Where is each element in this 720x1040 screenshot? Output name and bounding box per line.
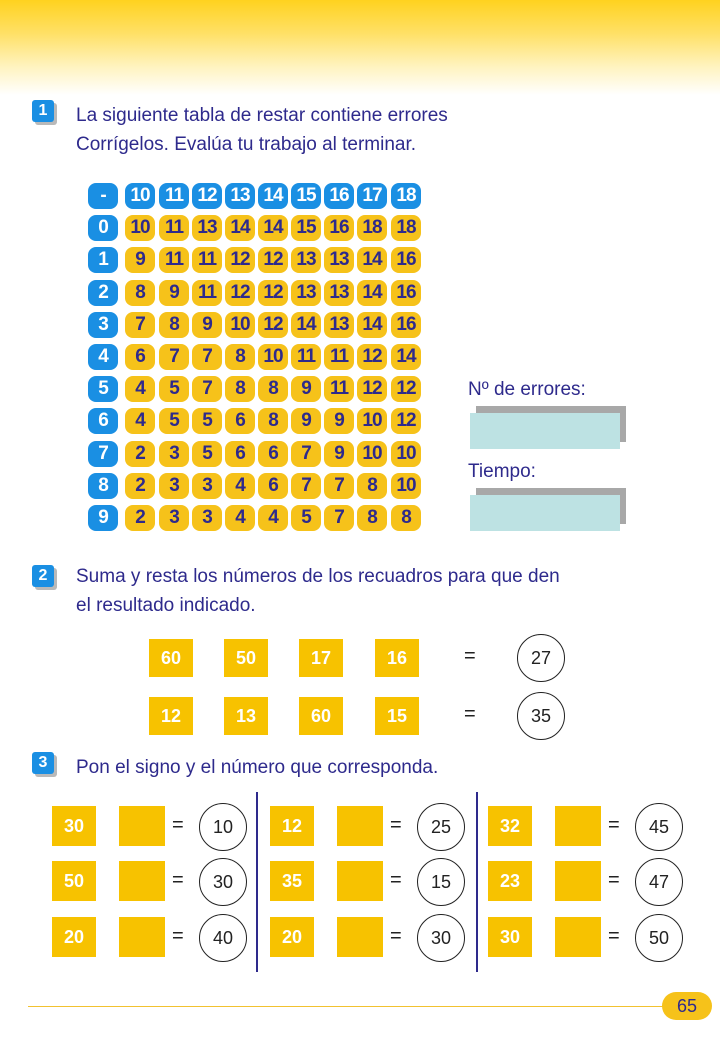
answer-box[interactable] bbox=[337, 917, 383, 957]
start-number-box: 32 bbox=[488, 806, 532, 846]
time-answer-box[interactable] bbox=[470, 495, 620, 531]
table-cell: 13 bbox=[324, 247, 354, 273]
column-divider bbox=[476, 792, 478, 972]
table-cell: 8 bbox=[258, 408, 288, 434]
table-cell: 9 bbox=[291, 376, 321, 402]
table-cell: 5 bbox=[192, 441, 222, 467]
table-cell: 14 bbox=[357, 312, 387, 338]
answer-box[interactable] bbox=[555, 917, 601, 957]
table-cell: 10 bbox=[125, 215, 155, 241]
table-cell: 2 bbox=[125, 473, 155, 499]
table-cell: 10 bbox=[357, 441, 387, 467]
table-cell: 8 bbox=[391, 505, 421, 531]
table-cell: 4 bbox=[125, 408, 155, 434]
exercise-1-badge: 1 bbox=[32, 100, 54, 122]
column-header: 10 bbox=[125, 183, 155, 209]
table-cell: 15 bbox=[291, 215, 321, 241]
column-header: 12 bbox=[192, 183, 222, 209]
time-label: Tiempo: bbox=[468, 461, 536, 482]
result-circle: 30 bbox=[417, 914, 465, 962]
table-cell: 11 bbox=[324, 376, 354, 402]
table-cell: 10 bbox=[258, 344, 288, 370]
equals-sign: = bbox=[608, 814, 620, 836]
table-cell: 18 bbox=[357, 215, 387, 241]
number-box: 16 bbox=[375, 639, 419, 677]
table-cell: 9 bbox=[159, 280, 189, 306]
table-cell: 7 bbox=[192, 376, 222, 402]
result-circle: 35 bbox=[517, 692, 565, 740]
table-cell: 7 bbox=[291, 441, 321, 467]
table-cell: 5 bbox=[159, 408, 189, 434]
row-header: 1 bbox=[88, 247, 118, 273]
table-cell: 3 bbox=[192, 505, 222, 531]
table-cell: 8 bbox=[225, 376, 255, 402]
table-cell: 16 bbox=[391, 280, 421, 306]
table-cell: 14 bbox=[391, 344, 421, 370]
table-cell: 9 bbox=[125, 247, 155, 273]
table-cell: 14 bbox=[225, 215, 255, 241]
table-cell: 10 bbox=[391, 441, 421, 467]
table-cell: 13 bbox=[291, 280, 321, 306]
table-cell: 11 bbox=[324, 344, 354, 370]
result-circle: 45 bbox=[635, 803, 683, 851]
row-header: 7 bbox=[88, 441, 118, 467]
table-cell: 4 bbox=[258, 505, 288, 531]
equals-sign: = bbox=[390, 925, 402, 947]
table-corner-minus: - bbox=[88, 183, 118, 209]
answer-box[interactable] bbox=[119, 806, 165, 846]
table-cell: 3 bbox=[159, 441, 189, 467]
result-circle: 30 bbox=[199, 858, 247, 906]
table-cell: 12 bbox=[258, 312, 288, 338]
table-cell: 14 bbox=[258, 215, 288, 241]
row-header: 6 bbox=[88, 408, 118, 434]
table-cell: 11 bbox=[159, 215, 189, 241]
result-circle: 27 bbox=[517, 634, 565, 682]
result-circle: 47 bbox=[635, 858, 683, 906]
table-cell: 8 bbox=[159, 312, 189, 338]
answer-box[interactable] bbox=[555, 861, 601, 901]
table-cell: 5 bbox=[192, 408, 222, 434]
equals-sign: = bbox=[608, 869, 620, 891]
table-cell: 6 bbox=[258, 441, 288, 467]
result-circle: 40 bbox=[199, 914, 247, 962]
table-cell: 16 bbox=[391, 247, 421, 273]
table-cell: 4 bbox=[225, 473, 255, 499]
number-box: 50 bbox=[224, 639, 268, 677]
page-number: 65 bbox=[662, 992, 712, 1020]
table-cell: 3 bbox=[159, 505, 189, 531]
table-cell: 10 bbox=[225, 312, 255, 338]
table-cell: 18 bbox=[391, 215, 421, 241]
equals-sign: = bbox=[172, 869, 184, 891]
equals-sign: = bbox=[172, 814, 184, 836]
table-cell: 14 bbox=[291, 312, 321, 338]
table-cell: 13 bbox=[192, 215, 222, 241]
equals-sign: = bbox=[464, 703, 476, 725]
table-cell: 13 bbox=[291, 247, 321, 273]
exercise-1-instruction-line2: Corrígelos. Evalúa tu trabajo al terminar. bbox=[76, 134, 417, 155]
equals-sign: = bbox=[464, 645, 476, 667]
table-cell: 12 bbox=[225, 247, 255, 273]
result-circle: 50 bbox=[635, 914, 683, 962]
start-number-box: 35 bbox=[270, 861, 314, 901]
table-cell: 12 bbox=[258, 247, 288, 273]
column-header: 11 bbox=[159, 183, 189, 209]
table-cell: 11 bbox=[159, 247, 189, 273]
number-box: 60 bbox=[299, 697, 343, 735]
result-circle: 15 bbox=[417, 858, 465, 906]
row-header: 0 bbox=[88, 215, 118, 241]
column-header: 18 bbox=[391, 183, 421, 209]
exercise-2-instruction-line1: Suma y resta los números de los recuadros para que den bbox=[76, 566, 560, 587]
table-cell: 7 bbox=[159, 344, 189, 370]
start-number-box: 20 bbox=[270, 917, 314, 957]
table-cell: 12 bbox=[391, 408, 421, 434]
table-cell: 11 bbox=[192, 247, 222, 273]
row-header: 4 bbox=[88, 344, 118, 370]
table-cell: 9 bbox=[324, 441, 354, 467]
exercise-3-instruction: Pon el signo y el número que corresponda. bbox=[76, 757, 439, 778]
exercise-2-badge: 2 bbox=[32, 565, 54, 587]
equals-sign: = bbox=[390, 869, 402, 891]
table-cell: 12 bbox=[391, 376, 421, 402]
exercise-2-instruction-line2: el resultado indicado. bbox=[76, 595, 256, 616]
table-cell: 10 bbox=[357, 408, 387, 434]
number-box: 12 bbox=[149, 697, 193, 735]
row-header: 3 bbox=[88, 312, 118, 338]
table-cell: 12 bbox=[258, 280, 288, 306]
table-cell: 6 bbox=[225, 408, 255, 434]
table-cell: 4 bbox=[225, 505, 255, 531]
column-header: 16 bbox=[324, 183, 354, 209]
table-cell: 7 bbox=[192, 344, 222, 370]
result-circle: 25 bbox=[417, 803, 465, 851]
table-cell: 8 bbox=[225, 344, 255, 370]
errors-label: Nº de errores: bbox=[468, 379, 586, 400]
column-header: 14 bbox=[258, 183, 288, 209]
answer-box[interactable] bbox=[337, 861, 383, 901]
footer-line bbox=[28, 1006, 678, 1007]
table-cell: 3 bbox=[159, 473, 189, 499]
table-cell: 12 bbox=[357, 344, 387, 370]
table-cell: 11 bbox=[291, 344, 321, 370]
table-cell: 5 bbox=[159, 376, 189, 402]
start-number-box: 12 bbox=[270, 806, 314, 846]
table-cell: 5 bbox=[291, 505, 321, 531]
errors-answer-box[interactable] bbox=[470, 413, 620, 449]
equals-sign: = bbox=[608, 925, 620, 947]
number-box: 17 bbox=[299, 639, 343, 677]
start-number-box: 23 bbox=[488, 861, 532, 901]
equals-sign: = bbox=[390, 814, 402, 836]
table-cell: 10 bbox=[391, 473, 421, 499]
column-header: 13 bbox=[225, 183, 255, 209]
row-header: 2 bbox=[88, 280, 118, 306]
table-cell: 7 bbox=[125, 312, 155, 338]
answer-box[interactable] bbox=[337, 806, 383, 846]
start-number-box: 20 bbox=[52, 917, 96, 957]
table-cell: 2 bbox=[125, 441, 155, 467]
answer-box[interactable] bbox=[119, 917, 165, 957]
table-cell: 8 bbox=[357, 505, 387, 531]
exercise-1-instruction-line1: La siguiente tabla de restar contiene errores bbox=[76, 105, 448, 126]
table-cell: 7 bbox=[324, 473, 354, 499]
answer-box[interactable] bbox=[119, 861, 165, 901]
table-cell: 13 bbox=[324, 312, 354, 338]
table-cell: 11 bbox=[192, 280, 222, 306]
table-cell: 14 bbox=[357, 280, 387, 306]
number-box: 15 bbox=[375, 697, 419, 735]
table-cell: 6 bbox=[225, 441, 255, 467]
row-header: 9 bbox=[88, 505, 118, 531]
table-cell: 4 bbox=[125, 376, 155, 402]
table-cell: 8 bbox=[357, 473, 387, 499]
equals-sign: = bbox=[172, 925, 184, 947]
start-number-box: 30 bbox=[52, 806, 96, 846]
result-circle: 10 bbox=[199, 803, 247, 851]
table-cell: 3 bbox=[192, 473, 222, 499]
table-cell: 16 bbox=[324, 215, 354, 241]
number-box: 13 bbox=[224, 697, 268, 735]
table-cell: 2 bbox=[125, 505, 155, 531]
table-cell: 9 bbox=[192, 312, 222, 338]
exercise-3-badge: 3 bbox=[32, 752, 54, 774]
table-cell: 8 bbox=[125, 280, 155, 306]
table-cell: 14 bbox=[357, 247, 387, 273]
row-header: 5 bbox=[88, 376, 118, 402]
table-cell: 8 bbox=[258, 376, 288, 402]
table-cell: 9 bbox=[291, 408, 321, 434]
table-cell: 6 bbox=[125, 344, 155, 370]
table-cell: 7 bbox=[291, 473, 321, 499]
column-divider bbox=[256, 792, 258, 972]
column-header: 17 bbox=[357, 183, 387, 209]
table-cell: 9 bbox=[324, 408, 354, 434]
start-number-box: 50 bbox=[52, 861, 96, 901]
header-band bbox=[0, 0, 720, 95]
table-cell: 7 bbox=[324, 505, 354, 531]
start-number-box: 30 bbox=[488, 917, 532, 957]
column-header: 15 bbox=[291, 183, 321, 209]
table-cell: 6 bbox=[258, 473, 288, 499]
row-header: 8 bbox=[88, 473, 118, 499]
table-cell: 12 bbox=[357, 376, 387, 402]
answer-box[interactable] bbox=[555, 806, 601, 846]
table-cell: 12 bbox=[225, 280, 255, 306]
table-cell: 16 bbox=[391, 312, 421, 338]
number-box: 60 bbox=[149, 639, 193, 677]
table-cell: 13 bbox=[324, 280, 354, 306]
